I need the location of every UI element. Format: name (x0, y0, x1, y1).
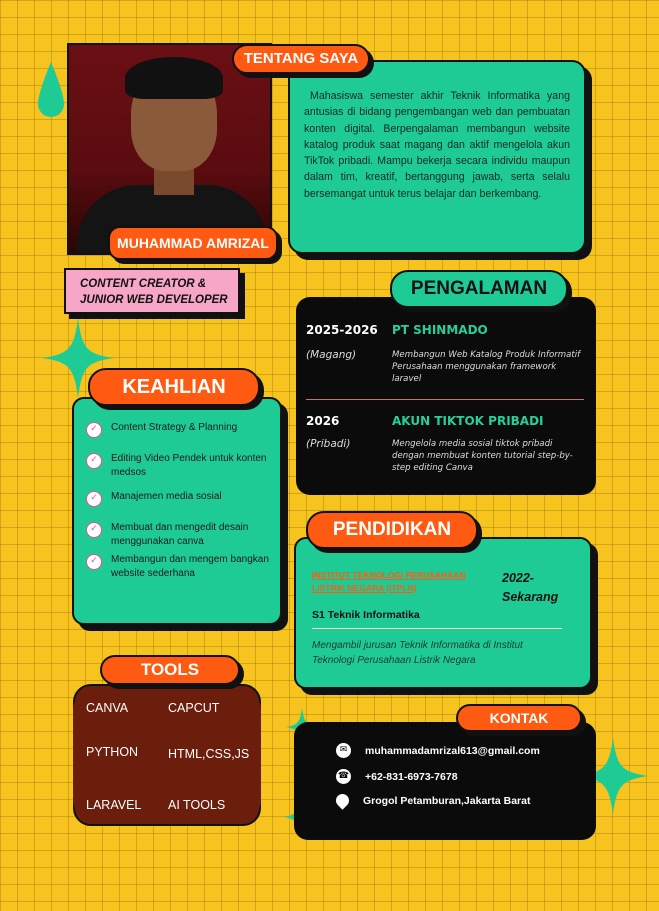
experience-item (306, 323, 584, 337)
tools-heading (100, 655, 240, 685)
skill-text: Manajemen media sosial (111, 491, 222, 502)
contact-heading (456, 704, 582, 732)
contact-phone-row (336, 769, 458, 784)
experience-type: (Pribadi) (306, 438, 351, 450)
education-divider (312, 628, 562, 629)
education-institution: INSTITUT TEKNOLOGI PERUSAHAAN LISTRIK NEGARA (ITPLN) (312, 570, 466, 593)
name-label (108, 226, 278, 260)
profile-photo (67, 43, 272, 255)
contact-address-row (336, 794, 530, 807)
education-heading-text: PENDIDIKAN (332, 519, 452, 540)
tool-item: AI TOOLS (168, 798, 226, 812)
skills-panel (72, 397, 282, 625)
experience-item (306, 414, 584, 428)
tool-item: LARAVEL (86, 798, 142, 812)
education-panel (294, 537, 592, 689)
checkmark-icon: ✓ (86, 554, 102, 570)
skill-text: Membuat dan mengedit desain menggunakan canva (111, 522, 249, 547)
email-icon: ✉ (336, 743, 351, 758)
tool-item: CAPCUT (168, 701, 220, 715)
skill-item (86, 490, 272, 507)
skill-text: Membangun dan mengem bangkan website sederhana (111, 554, 269, 579)
name-text: MUHAMMAD AMRIZAL (117, 235, 269, 251)
experience-company: AKUN TIKTOK PRIBADI (392, 414, 544, 428)
checkmark-icon: ✓ (86, 422, 102, 438)
education-period: 2022-Sekarang (502, 571, 559, 604)
education-desc: Mengambil jurusan Teknik Informatika di Institut Teknologi Perusahaan Listrik Negara (312, 640, 523, 666)
experience-panel (296, 297, 596, 495)
role-line-2: JUNIOR WEB DEVELOPER (80, 294, 228, 306)
education-heading (306, 511, 478, 549)
skill-item (86, 421, 272, 438)
experience-years: 2025-2026 (306, 323, 378, 337)
contact-address: Grogol Petamburan,Jakarta Barat (363, 794, 531, 807)
experience-company: PT SHINMADO (392, 323, 488, 337)
skills-heading-text: KEAHLIAN (122, 376, 226, 398)
skill-item (86, 553, 272, 581)
contact-phone: +62-831-6973-7678 (365, 770, 458, 783)
experience-years: 2026 (306, 414, 340, 428)
about-panel (288, 60, 586, 254)
phone-icon: ☎ (336, 769, 351, 784)
checkmark-icon: ✓ (86, 491, 102, 507)
about-heading (232, 44, 370, 74)
about-heading-text: TENTANG SAYA (243, 50, 359, 67)
contact-panel (294, 722, 596, 840)
role-badge (64, 268, 240, 314)
skill-text: Content Strategy & Planning (111, 422, 238, 433)
experience-heading (390, 270, 568, 308)
location-icon (333, 791, 351, 809)
skill-item (86, 521, 272, 549)
education-header (312, 569, 576, 607)
experience-heading-text: PENGALAMAN (410, 278, 548, 299)
role-line-1: CONTENT CREATOR & (80, 278, 207, 290)
skill-text: Editing Video Pendek untuk konten medsos (111, 453, 267, 478)
contact-heading-text: KONTAK (489, 710, 549, 726)
experience-detail (306, 349, 584, 393)
contact-email: muhammadamrizal613@gmail.com (365, 744, 540, 757)
skills-heading (88, 368, 260, 406)
experience-detail (306, 438, 584, 474)
experience-desc: Mengelola media sosial tiktok pribadi dengan membuat konten tutorial step-by-step editing Canva (392, 439, 573, 473)
tool-item: CANVA (86, 701, 129, 715)
experience-desc: Membangun Web Katalog Produk Informatif Perusahaan menggunakan framework laravel (392, 350, 581, 384)
tool-item: HTML,CSS,JS (168, 747, 250, 761)
experience-type: (Magang) (306, 349, 357, 361)
contact-email-row (336, 743, 540, 758)
about-text: Mahasiswa semester akhir Teknik Informatika yang antusias di bidang pengembangan web dan pembuatan konten digital. Berpengalaman membangun website katalog produk saat magang dan aktif mengelola akun TikTok pribadi. Mampu bekerja secara individu maupun dalam tim, kreatif, bertanggung jawab, serta selalu bersemangat untuk terus belajar dan berkembang. (304, 90, 570, 200)
tools-heading-text: TOOLS (140, 660, 200, 679)
experience-divider (306, 399, 584, 400)
checkmark-icon: ✓ (86, 453, 102, 469)
skill-item (86, 452, 272, 480)
education-degree: S1 Teknik Informatika (312, 609, 420, 621)
tool-item: PYTHON (86, 745, 139, 759)
drop-icon (36, 62, 66, 120)
checkmark-icon: ✓ (86, 522, 102, 538)
